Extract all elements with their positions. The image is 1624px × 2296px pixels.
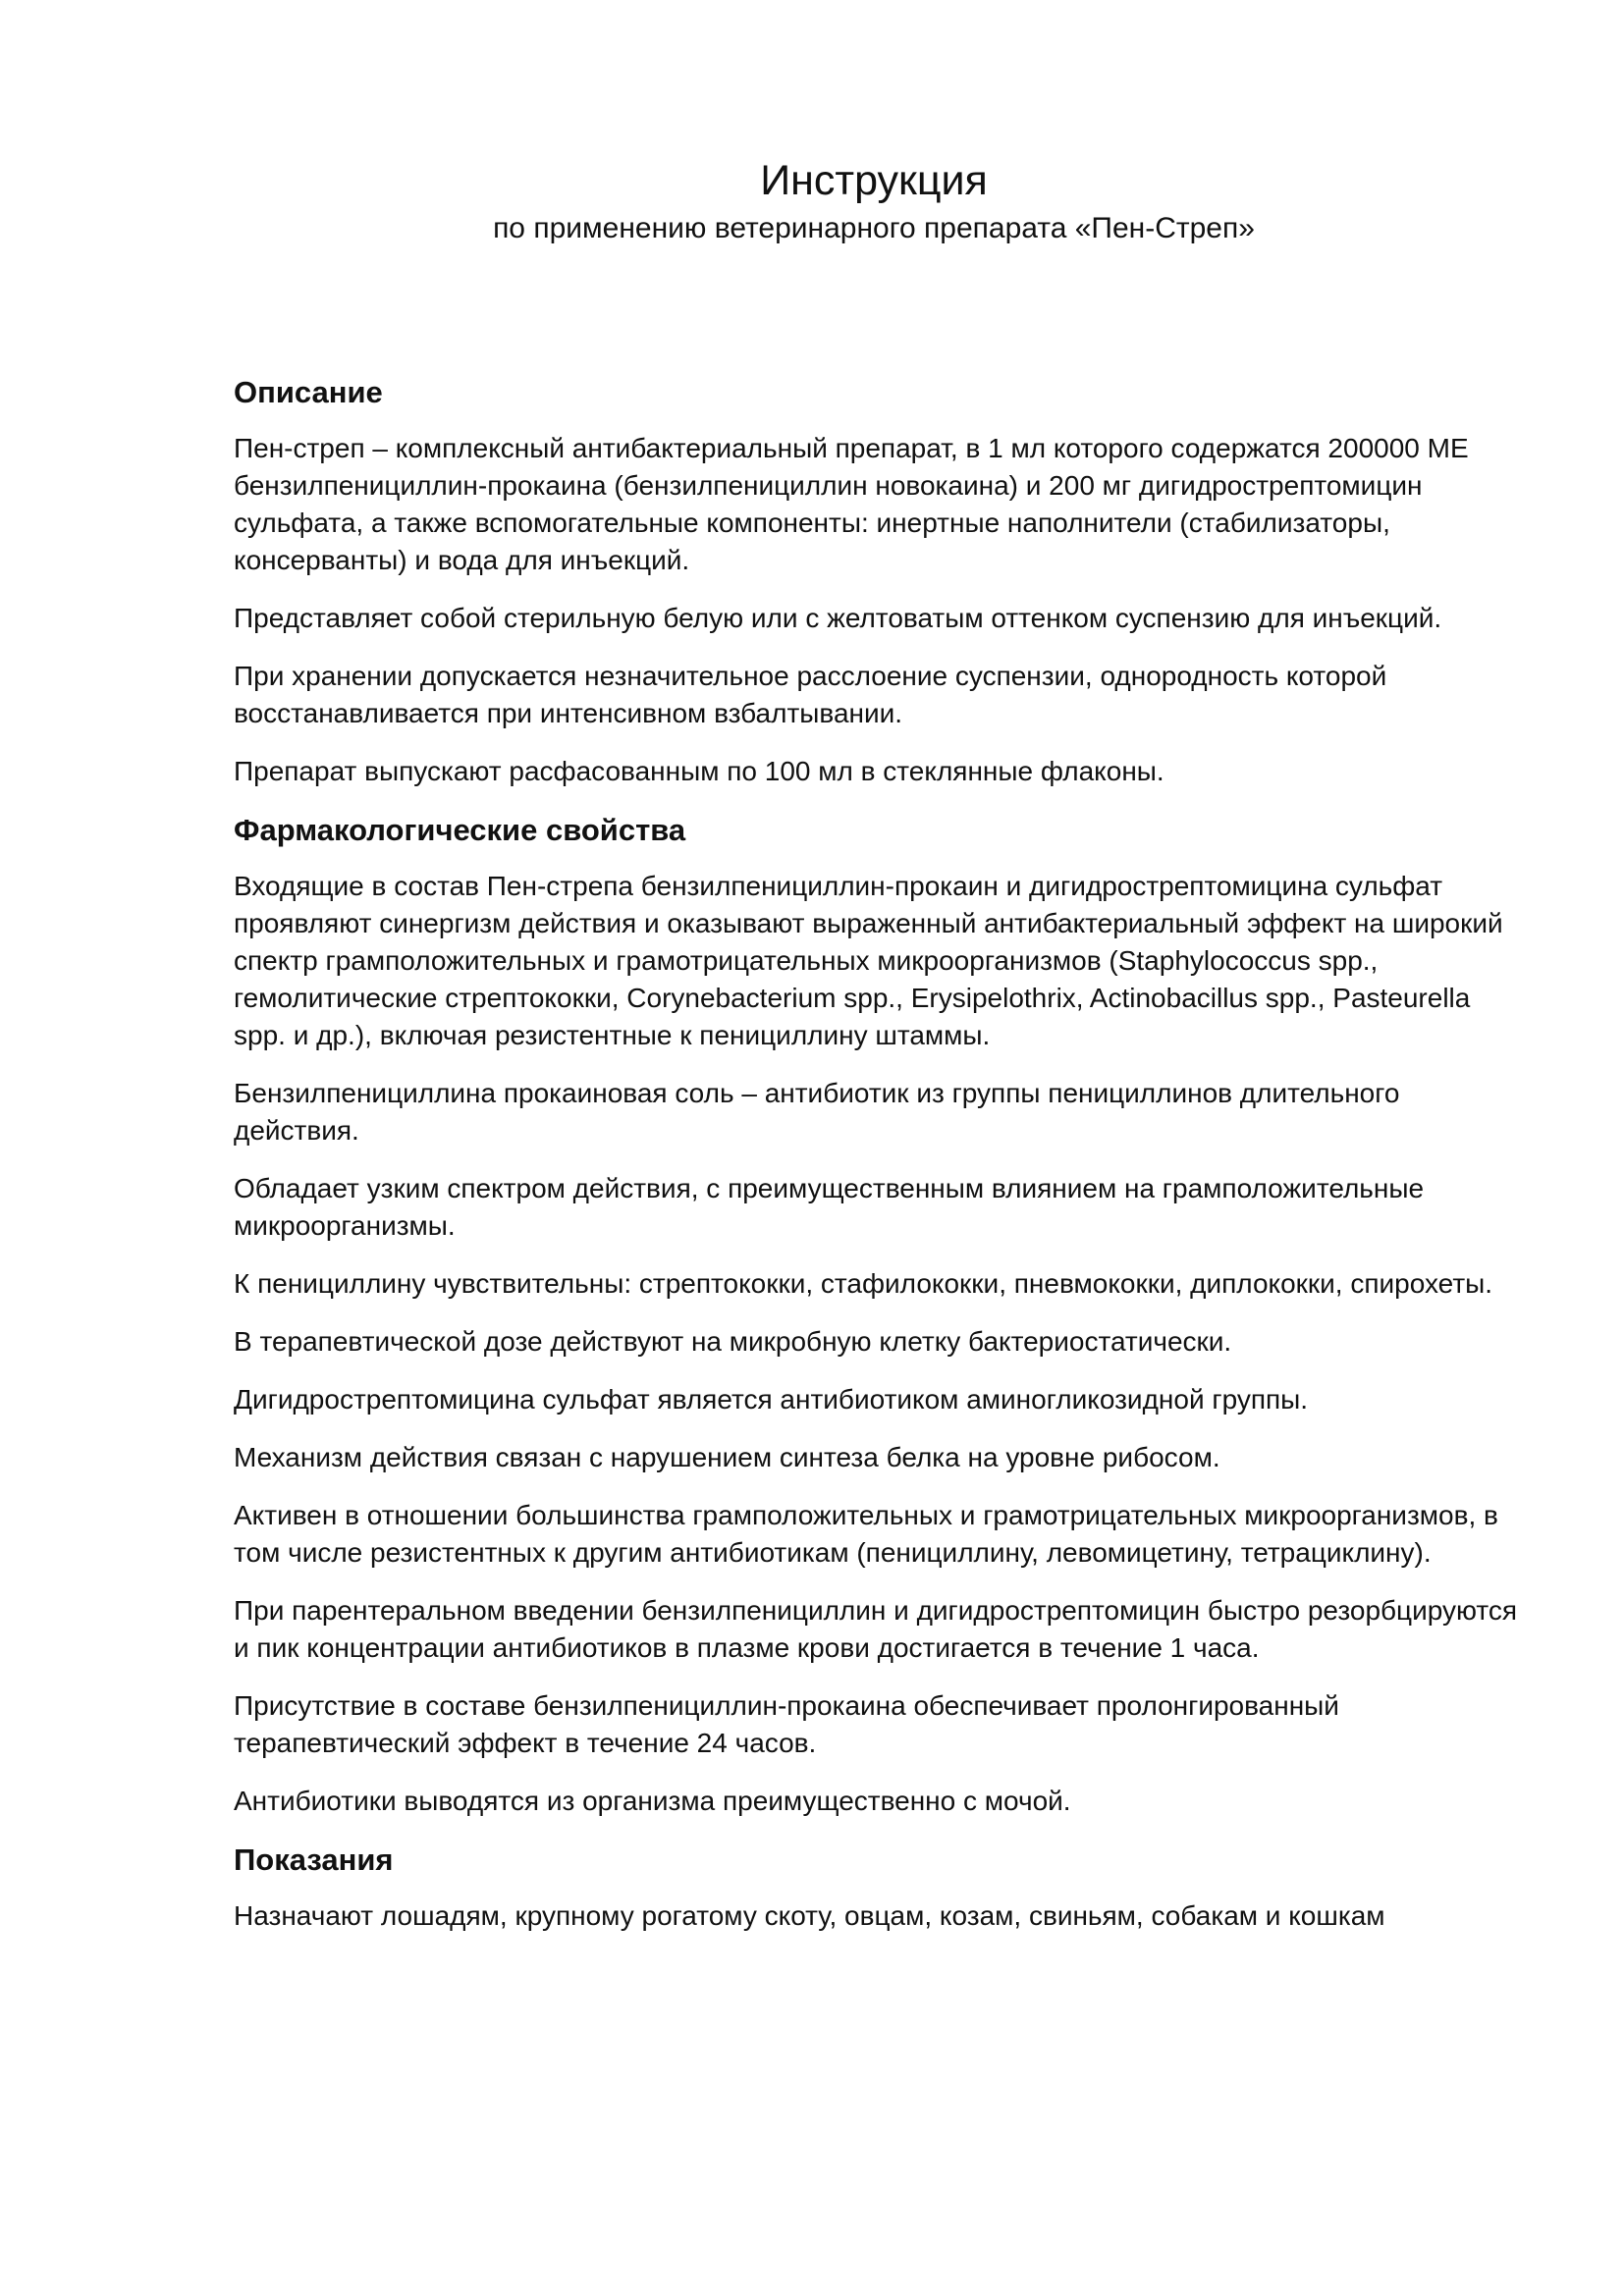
section-indications: [234, 1841, 1530, 1935]
paragraph: Механизм действия связан с нарушением синтеза белка на уровне рибосом.: [234, 1442, 1220, 1472]
document-body: [234, 373, 1530, 1955]
paragraph: Обладает узким спектром действия, с преимущественным влиянием на грамположительные микроорганизмы.: [234, 1173, 1425, 1241]
paragraph: При хранении допускается незначительное расслоение суспензии, однородность которой восстанавливается при интенсивном взбалтывании.: [234, 661, 1387, 728]
paragraph: В терапевтической дозе действуют на микробную клетку бактериостатически.: [234, 1326, 1232, 1357]
document-header: [0, 155, 1624, 247]
paragraph: Пен-стреп – комплексный антибактериальный препарат, в 1 мл которого содержатся 200000 МЕ бензилпенициллин-прокаина (бензилпенициллин новокаина) и 200 мг дигидрострептомицин сульфата, а также вспомогательные компоненты: инертные наполнители (стабилизаторы, консерванты) и вода для инъекций.: [234, 433, 1469, 575]
document-subtitle: по применению ветеринарного препарата «Пен-Стреп»: [493, 212, 1255, 244]
paragraph: Входящие в состав Пен-стрепа бензилпенициллин-прокаин и дигидрострептомицина сульфат проявляют синергизм действия и оказывают выраженный антибактериальный эффект на широкий спектр грамположительных и грамотрицательных микроорганизмов (Staphylococcus spp., гемолитические стрептококки, Corynebacterium spp., Erysipelothrix, Actinobacillus spp., Pasteurella spp. и др.), включая резистентные к пенициллину штаммы.: [234, 871, 1503, 1050]
paragraph: При парентеральном введении бензилпенициллин и дигидрострептомицин быстро резорбцируются и пик концентрации антибиотиков в плазме крови достигается в течение 1 часа.: [234, 1595, 1518, 1663]
section-pharmacology: [234, 811, 1530, 1820]
document-title: Инструкция: [760, 157, 988, 204]
paragraph: Активен в отношении большинства грамположительных и грамотрицательных микроорганизмов, в том числе резистентных к другим антибиотикам (пенициллину, левомицетину, тетрациклину).: [234, 1500, 1498, 1568]
paragraph: К пенициллину чувствительны: стрептококки, стафилококки, пневмококки, диплококки, спирохеты.: [234, 1268, 1493, 1299]
paragraph: Антибиотики выводятся из организма преимущественно с мочой.: [234, 1786, 1071, 1816]
paragraph: Назначают лошадям, крупному рогатому скоту, овцам, козам, свиньям, собакам и кошкам: [234, 1900, 1385, 1931]
paragraph: Представляет собой стерильную белую или с желтоватым оттенком суспензию для инъекций.: [234, 603, 1442, 633]
section-heading: Описание: [234, 375, 383, 409]
section-description: [234, 373, 1530, 790]
paragraph: Бензилпенициллина прокаиновая соль – антибиотик из группы пенициллинов длительного действия.: [234, 1078, 1400, 1146]
paragraph: Присутствие в составе бензилпенициллин-прокаина обеспечивает пролонгированный терапевтический эффект в течение 24 часов.: [234, 1690, 1339, 1758]
section-heading: Фармакологические свойства: [234, 813, 686, 847]
paragraph: Препарат выпускают расфасованным по 100 мл в стеклянные флаконы.: [234, 756, 1164, 786]
section-heading: Показания: [234, 1842, 394, 1877]
paragraph: Дигидрострептомицина сульфат является антибиотиком аминогликозидной группы.: [234, 1384, 1309, 1415]
